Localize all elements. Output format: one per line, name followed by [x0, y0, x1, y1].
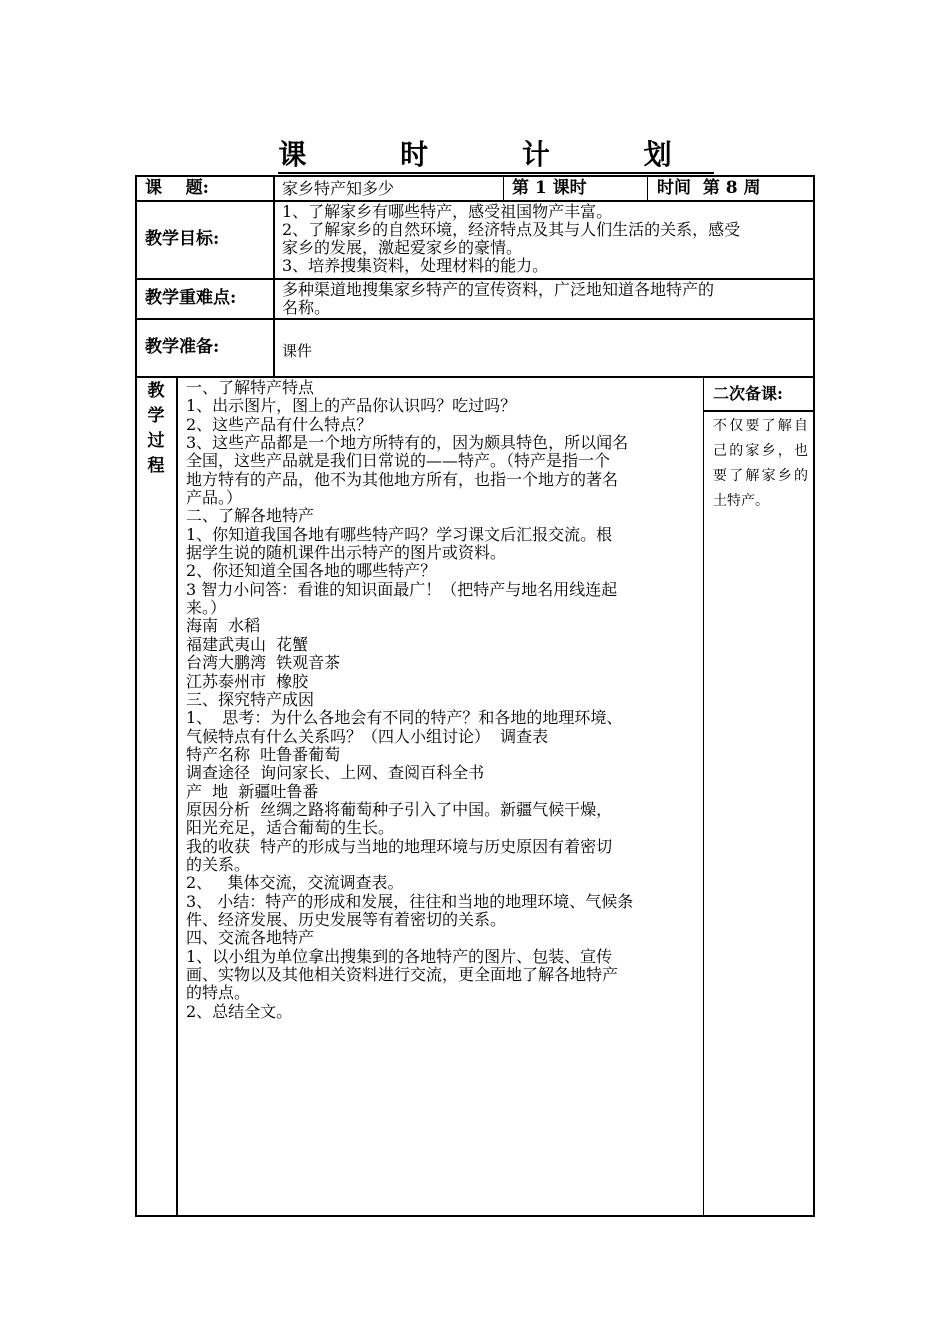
process-label-char: 教	[147, 381, 165, 401]
second-prep-text: 不仅要了解自己的家乡，也要了解家乡的土特产。	[713, 418, 808, 509]
process-line: 的关系。	[186, 854, 251, 874]
column-divider	[703, 377, 704, 1217]
process-line: 特产名称 吐鲁番葡萄	[186, 744, 341, 764]
goals-line: 1、了解家乡有哪些特产，感受祖国物产丰富。	[282, 202, 613, 221]
keypoints-text	[282, 281, 714, 317]
process-line: 1、出示图片，图上的产品你认识吗？吃过吗？	[186, 396, 517, 416]
process-label-char: 学	[147, 406, 165, 426]
goals-line: 2、了解家乡的自然环境，经济特点及其与人们生活的关系，感受	[282, 220, 741, 239]
process-line: 我的收获 特产的形成与当地的地理环境与历史原因有着密切	[186, 836, 613, 856]
row-divider	[135, 318, 815, 320]
keypoints-line: 多种渠道地搜集家乡特产的宣传资料，广泛地知道各地特产的	[282, 280, 715, 299]
process-line: 来。）	[186, 598, 227, 618]
goals-text	[282, 203, 740, 275]
process-line: 福建武夷山 花蟹	[186, 634, 309, 654]
column-divider	[273, 175, 275, 378]
lesson-number: 第 1 课时	[512, 178, 587, 198]
process-line: 画、实物以及其他相关资料进行交流，更全面地了解各地特产	[186, 965, 619, 984]
process-line: 二、了解各地特产	[186, 506, 315, 526]
column-divider	[647, 175, 648, 201]
process-line: 2、这些产品有什么特点？	[186, 414, 373, 434]
week-time: 时间 第 8 周	[657, 178, 761, 198]
process-line: 全国，这些产品就是我们日常说的——特产。（特产是指一个	[186, 451, 611, 471]
goals-line: 3、培养搜集资料，处理材料的能力。	[282, 256, 549, 275]
process-label-char: 程	[147, 456, 165, 476]
keypoints-label: 教学重难点:	[145, 288, 237, 308]
process-line: 产品。）	[186, 488, 243, 508]
process-line: 地方特有的产品，他不为其他地方所有，也指一个地方的著名	[186, 469, 619, 489]
subject-label: 课 题:	[145, 178, 209, 198]
process-line: 调查途径 询问家长、上网、查阅百科全书	[186, 763, 485, 783]
process-line: 3、这些产品都是一个地方所特有的，因为颇具特色，所以闻名	[186, 433, 629, 453]
process-line: 一、了解特产特点	[186, 378, 315, 397]
keypoints-line: 名称。	[282, 298, 331, 317]
prep-label: 教学准备:	[145, 337, 220, 357]
goals-label: 教学目标:	[145, 229, 220, 249]
goals-line: 家乡的发展，激起爱家乡的豪情。	[282, 238, 523, 257]
process-line: 3、 小结：特产的形成和发展，往往和当地的地理环境、气候条	[186, 891, 634, 911]
process-line: 3 智力小问答：看谁的知识面最广！（把特产与地名用线连起	[186, 579, 618, 599]
second-prep-label: 二次备课:	[713, 384, 783, 403]
process-line: 1、你知道我国各地有哪些特产吗？学习课文后汇报交流。根	[186, 524, 613, 544]
process-line: 台湾大鹏湾 铁观音茶	[186, 653, 341, 673]
column-divider	[503, 175, 504, 201]
process-line: 2、 集体交流，交流调查表。	[186, 873, 404, 893]
process-line: 产 地 新疆吐鲁番	[186, 781, 319, 801]
prep-value: 课件	[282, 342, 313, 360]
subject-value: 家乡特产知多少	[282, 179, 395, 198]
process-line: 四、交流各地特产	[186, 928, 315, 948]
process-line: 件、经济发展、历史发展等有着密切的关系。	[186, 909, 507, 929]
process-line: 三、探究特产成因	[186, 689, 315, 709]
process-line: 原因分析 丝绸之路将葡萄种子引入了中国。新疆气候干燥，	[186, 799, 613, 819]
process-line: 2、总结全文。	[186, 1001, 293, 1021]
process-line: 海南 水稻	[186, 616, 261, 636]
process-line: 的特点。	[186, 983, 251, 1003]
page-title	[0, 133, 950, 173]
process-line: 1、以小组为单位拿出搜集到的各地特产的图片、包装、宣传	[186, 946, 613, 966]
process-line: 江苏泰州市 橡胶	[186, 671, 309, 691]
row-divider	[704, 410, 815, 412]
column-divider	[176, 377, 178, 1217]
process-line: 气候特点有什么关系吗？（四人小组讨论） 调查表	[186, 726, 549, 746]
process-line: 据学生说的随机课件出示特产的图片或资料。	[186, 543, 507, 563]
process-line: 1、 思考：为什么各地会有不同的特产？和各地的地理环境、	[186, 708, 623, 728]
process-line: 阳光充足，适合葡萄的生长。	[186, 818, 395, 838]
process-label	[137, 379, 175, 479]
process-label-char: 过	[147, 431, 165, 451]
title-text: 课 时 计 划	[278, 138, 713, 174]
process-line: 2、你还知道全国各地的哪些特产？	[186, 561, 437, 581]
process-text	[186, 379, 698, 1021]
